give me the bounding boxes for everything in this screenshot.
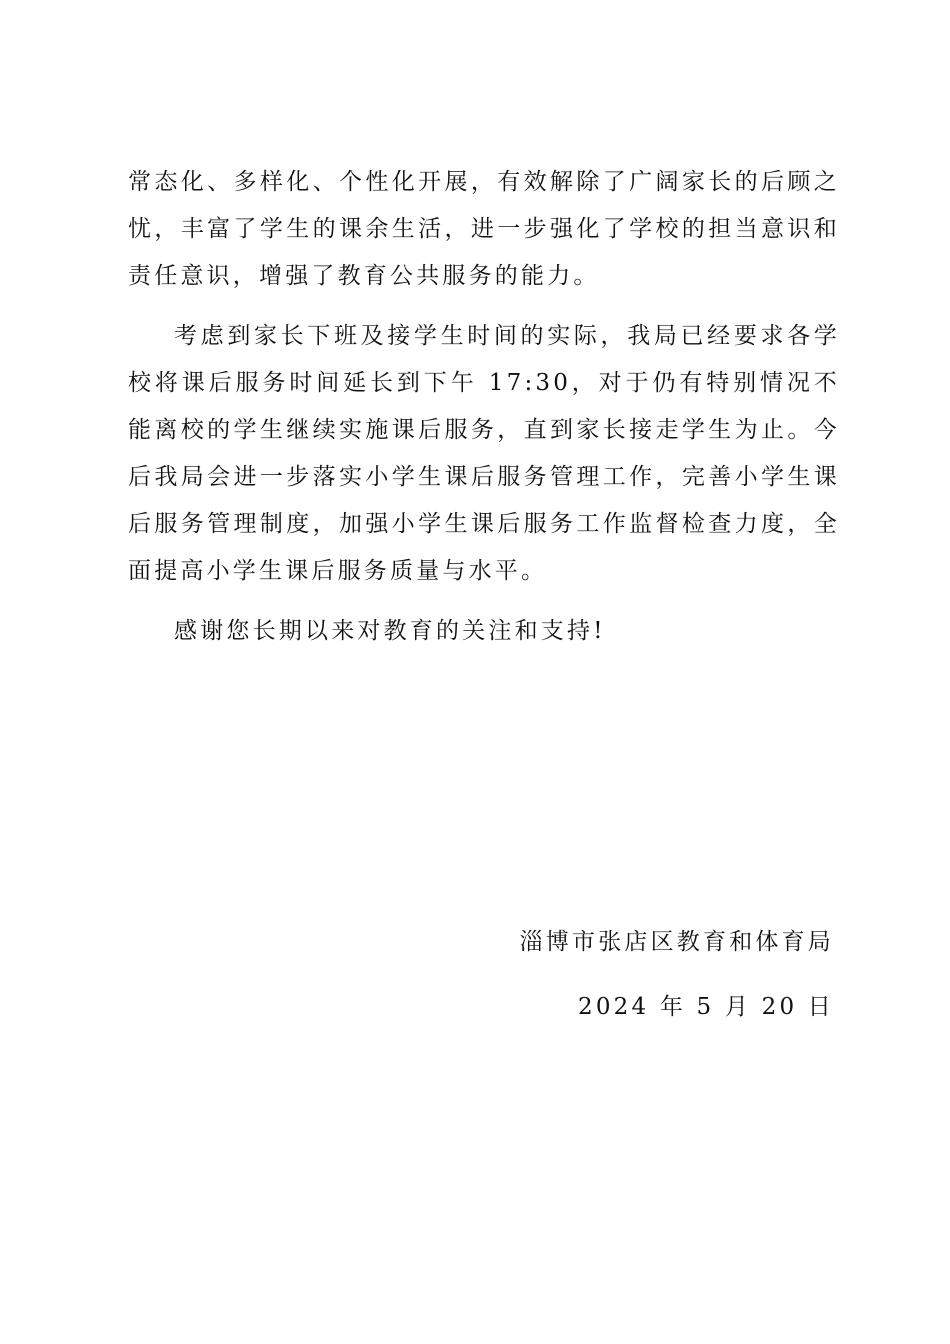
paragraph-service-extension: 考虑到家长下班及接学生时间的实际，我局已经要求各学校将课后服务时间延长到下午 17:30，对于仍有特别情况不能离校的学生继续实施课后服务，直到家长接走学生为止。今后我局会进一步落实小学生课后服务管理工作，完善小学生课后服务管理制度，加强小学生课后服务工作监督检查力度，全面提高小学生课后服务质量与水平。 [128, 323, 840, 584]
issuer-signature: 淄博市张店区教育和体育局 [519, 929, 834, 955]
issue-date: 2024 年 5 月 20 日 [578, 994, 834, 1020]
document-body [128, 159, 840, 655]
paragraph-thanks: 感谢您长期以来对教育的关注和支持! [174, 618, 606, 644]
paragraph-continuation: 常态化、多样化、个性化开展，有效解除了广阔家长的后顾之忧，丰富了学生的课余生活，进一步强化了学校的担当意识和责任意识，增强了教育公共服务的能力。 [128, 169, 840, 289]
